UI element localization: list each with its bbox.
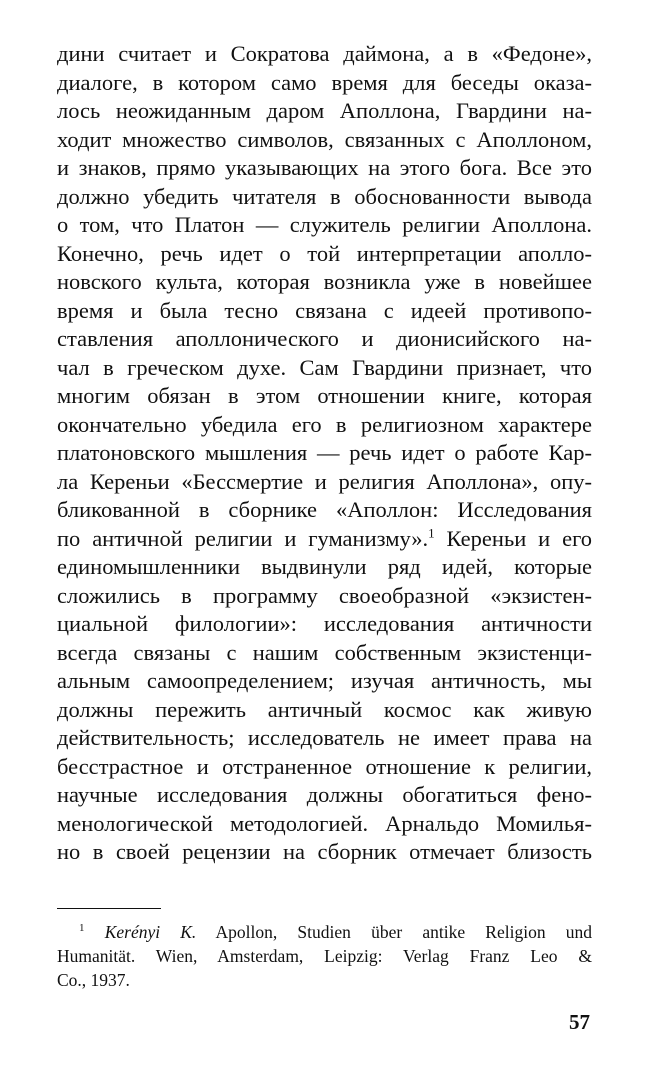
text-line: менологической методологией. Арнальдо Момилья- <box>57 810 592 836</box>
text-line: действительность; исследователь не имеет права на <box>57 725 592 750</box>
footnote-text: Apollon, Studien über antike Religion und <box>196 922 592 942</box>
text-fragment: Кереньи и его <box>434 525 592 551</box>
body-text <box>57 40 592 867</box>
text-line: должны пережить античный космос как живую <box>57 696 592 722</box>
footnote-reference[interactable]: 1 <box>428 525 435 540</box>
text-line: новского культа, которая возникла уже в новейшее <box>57 269 592 294</box>
text-fragment: по античной религии и гуманизму». <box>57 525 429 551</box>
footnote-author: Kerényi K. <box>104 922 197 942</box>
footnote <box>57 920 592 992</box>
text-line: альным самоопределением; изучая античность, мы <box>57 668 592 693</box>
text-line: научные исследования должны обогатиться фено- <box>57 782 592 807</box>
text-line: диалоге, в котором само время для беседы оказа- <box>57 69 592 95</box>
text-line: дини считает и Сократова даймона, а в «Федоне», <box>57 41 592 66</box>
text-line: всегда связаны с нашим собственным экзистенци- <box>57 639 592 665</box>
text-line: о том, что Платон — служитель религии Аполлона. <box>57 212 592 237</box>
footnote-divider <box>57 908 161 909</box>
text-line-with-footnote-ref <box>57 525 592 554</box>
text-line: сложились в программу своеобразной «экзистен- <box>57 582 592 608</box>
text-line: Конечно, речь идет о той интерпретации аполло- <box>57 240 592 266</box>
text-line: единомышленники выдвинули ряд идей, которые <box>57 554 592 579</box>
text-line: многим обязан в этом отношении книге, которая <box>57 383 592 408</box>
text-line: ходит множество символов, связанных с Аполлоном, <box>57 126 592 152</box>
footnote-line: Co., 1937. <box>57 970 130 990</box>
text-line: лось неожиданным даром Аполлона, Гвардини на- <box>57 98 592 123</box>
text-line: циальной филологии»: исследования античности <box>57 611 592 636</box>
text-line: чал в греческом духе. Сам Гвардини признает, что <box>57 354 592 380</box>
footnote-line: Humanität. Wien, Amsterdam, Leipzig: Verlag Franz Leo & <box>57 946 592 966</box>
footnote-line <box>57 920 592 944</box>
text-line: окончательно убедила его в религиозном характере <box>57 411 592 437</box>
text-line: бликованной в сборнике «Аполлон: Исследования <box>57 497 592 522</box>
text-line: ставления аполлонического и дионисийского на- <box>57 326 592 351</box>
text-line: время и была тесно связана с идеей противопо- <box>57 297 592 323</box>
footnote-mark: 1 <box>79 922 85 935</box>
text-line: ла Кереньи «Бессмертие и религия Аполлона», опу- <box>57 468 592 494</box>
page-number: 57 <box>569 1010 590 1034</box>
text-line: бесстрастное и отстраненное отношение к религии, <box>57 753 592 779</box>
text-line: платоновского мышления — речь идет о работе Кар- <box>57 440 592 465</box>
text-line: должно убедить читателя в обоснованности вывода <box>57 183 592 209</box>
text-line: но в своей рецензии на сборник отмечает близость <box>57 839 592 864</box>
text-line: и знаков, прямо указывающих на этого бога. Все это <box>57 155 592 180</box>
